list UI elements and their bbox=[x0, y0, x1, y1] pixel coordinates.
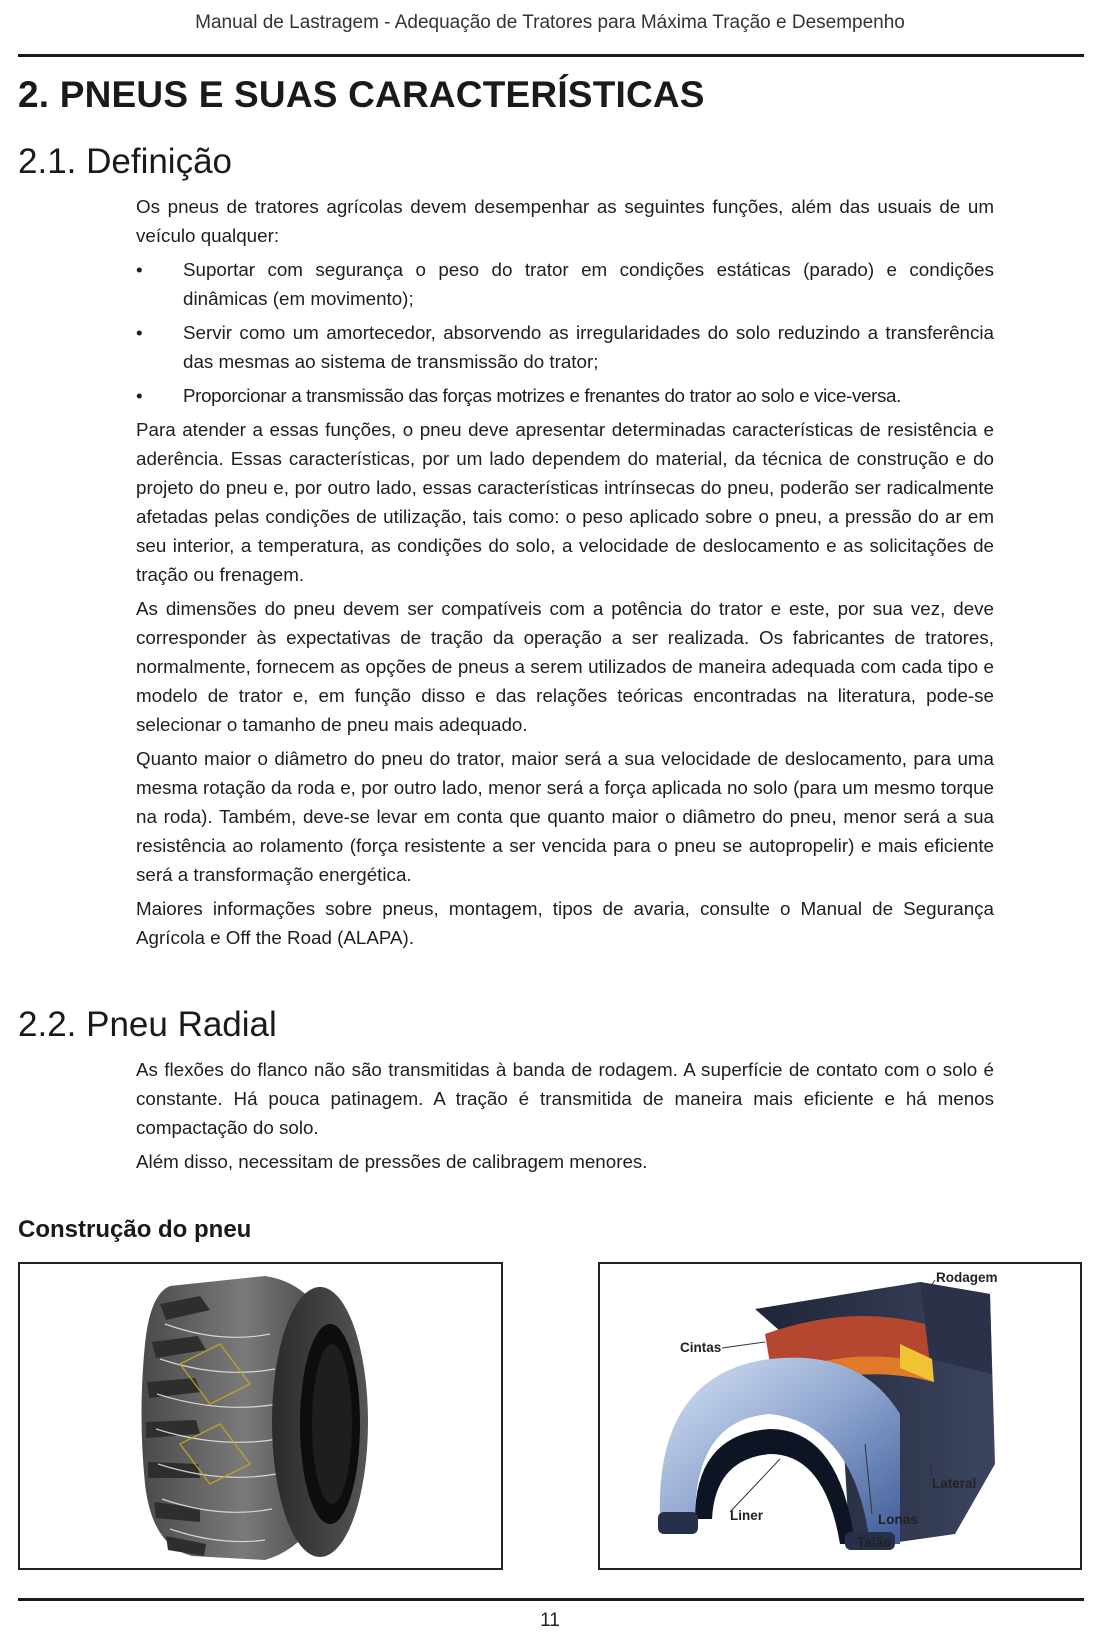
label-lonas: Lonas bbox=[878, 1512, 918, 1527]
footer-rule bbox=[18, 1598, 1084, 1601]
intro-paragraph: Os pneus de tratores agrícolas devem desempenhar as seguintes funções, além das usuais de um veículo qualquer: bbox=[136, 196, 994, 246]
construction-heading: Construção do pneu bbox=[18, 1216, 252, 1243]
bullet-symbol: • bbox=[136, 385, 143, 406]
page-number: 11 bbox=[540, 1610, 560, 1631]
tractor-tire-illustration bbox=[20, 1264, 501, 1568]
function-list bbox=[136, 255, 994, 410]
list-item-text: Proporcionar a transmissão das forças motrizes e frenantes do trator ao solo e vice-versa. bbox=[183, 385, 901, 406]
list-item-text: Suportar com segurança o peso do trator em condições estáticas (parado) e condições dinâmicas (em movimento); bbox=[183, 259, 994, 309]
running-header: Manual de Lastragem - Adequação de Tratores para Máxima Tração e Desempenho bbox=[195, 12, 905, 33]
label-cintas: Cintas bbox=[680, 1340, 722, 1355]
section-body-definicao bbox=[136, 192, 994, 957]
body-paragraph: Para atender a essas funções, o pneu deve apresentar determinadas características de resistência e aderência. Essas características, por um lado dependem do material, da técnica de construção e do projeto do pneu e, por outro lado, essas características intrínsecas do pneu, poderão ser radicalmente afetadas pelas condições de utilização, tais como: o peso aplicado sobre o pneu, a pressão do ar em seu interior, a temperatura, as condições do solo, a velocidade de deslocamento e as solicitações de tração ou frenagem. bbox=[136, 419, 994, 585]
label-talao: Talão bbox=[857, 1535, 892, 1550]
body-paragraph: As flexões do flanco não são transmitidas à banda de rodagem. A superfície de contato com o solo é constante. Há pouca patinagem. A tração é transmitida de maneira mais eficiente e há menos compactação do solo. bbox=[136, 1059, 994, 1138]
label-rodagem: Rodagem bbox=[936, 1270, 998, 1285]
bullet-symbol: • bbox=[136, 322, 143, 343]
body-paragraph: Além disso, necessitam de pressões de calibragem menores. bbox=[136, 1151, 648, 1172]
list-item bbox=[136, 381, 994, 410]
tire-cross-section-figure bbox=[598, 1262, 1082, 1570]
tractor-tire-figure bbox=[18, 1262, 503, 1570]
list-item-text: Servir como um amortecedor, absorvendo as irregularidades do solo reduzindo a transferência das mesmas ao sistema de transmissão do trator; bbox=[183, 322, 994, 372]
section-title-definicao: 2.1. Definição bbox=[18, 142, 233, 181]
body-paragraph: Maiores informações sobre pneus, montagem, tipos de avaria, consulte o Manual de Segurança Agrícola e Off the Road (ALAPA). bbox=[136, 898, 994, 948]
label-liner: Liner bbox=[730, 1508, 764, 1523]
section-body-pneu-radial bbox=[136, 1055, 994, 1181]
body-paragraph: Quanto maior o diâmetro do pneu do trator, maior será a sua velocidade de deslocamento, para uma mesma rotação da roda e, por outro lado, menor será a força aplicada no solo (para um mesmo torque na roda). Também, deve-se levar em conta que quanto maior o diâmetro do pneu, menor será a sua resistência ao rolamento (força resistente a ser vencida para o pneu se autopropelir) e mais eficiente será a transformação energética. bbox=[136, 748, 994, 885]
chapter-title: 2. PNEUS E SUAS CARACTERÍSTICAS bbox=[18, 74, 705, 115]
label-lateral: Lateral bbox=[932, 1476, 977, 1491]
tire-cross-section-diagram bbox=[600, 1264, 1080, 1568]
body-paragraph: As dimensões do pneu devem ser compatíveis com a potência do trator e este, por sua vez, deve corresponder às expectativas de tração da operação a ser realizada. Os fabricantes de tratores, normalmente, fornecem as opções de pneus a serem utilizados de maneira adequada com cada tipo e modelo de trator e, em função disso e das relações teóricas encontradas na literatura, pode-se selecionar o tamanho de pneu mais adequado. bbox=[136, 598, 994, 735]
section-title-pneu-radial: 2.2. Pneu Radial bbox=[18, 1005, 277, 1044]
header-rule bbox=[18, 54, 1084, 57]
list-item bbox=[136, 255, 994, 313]
bullet-symbol: • bbox=[136, 259, 143, 280]
list-item bbox=[136, 318, 994, 376]
